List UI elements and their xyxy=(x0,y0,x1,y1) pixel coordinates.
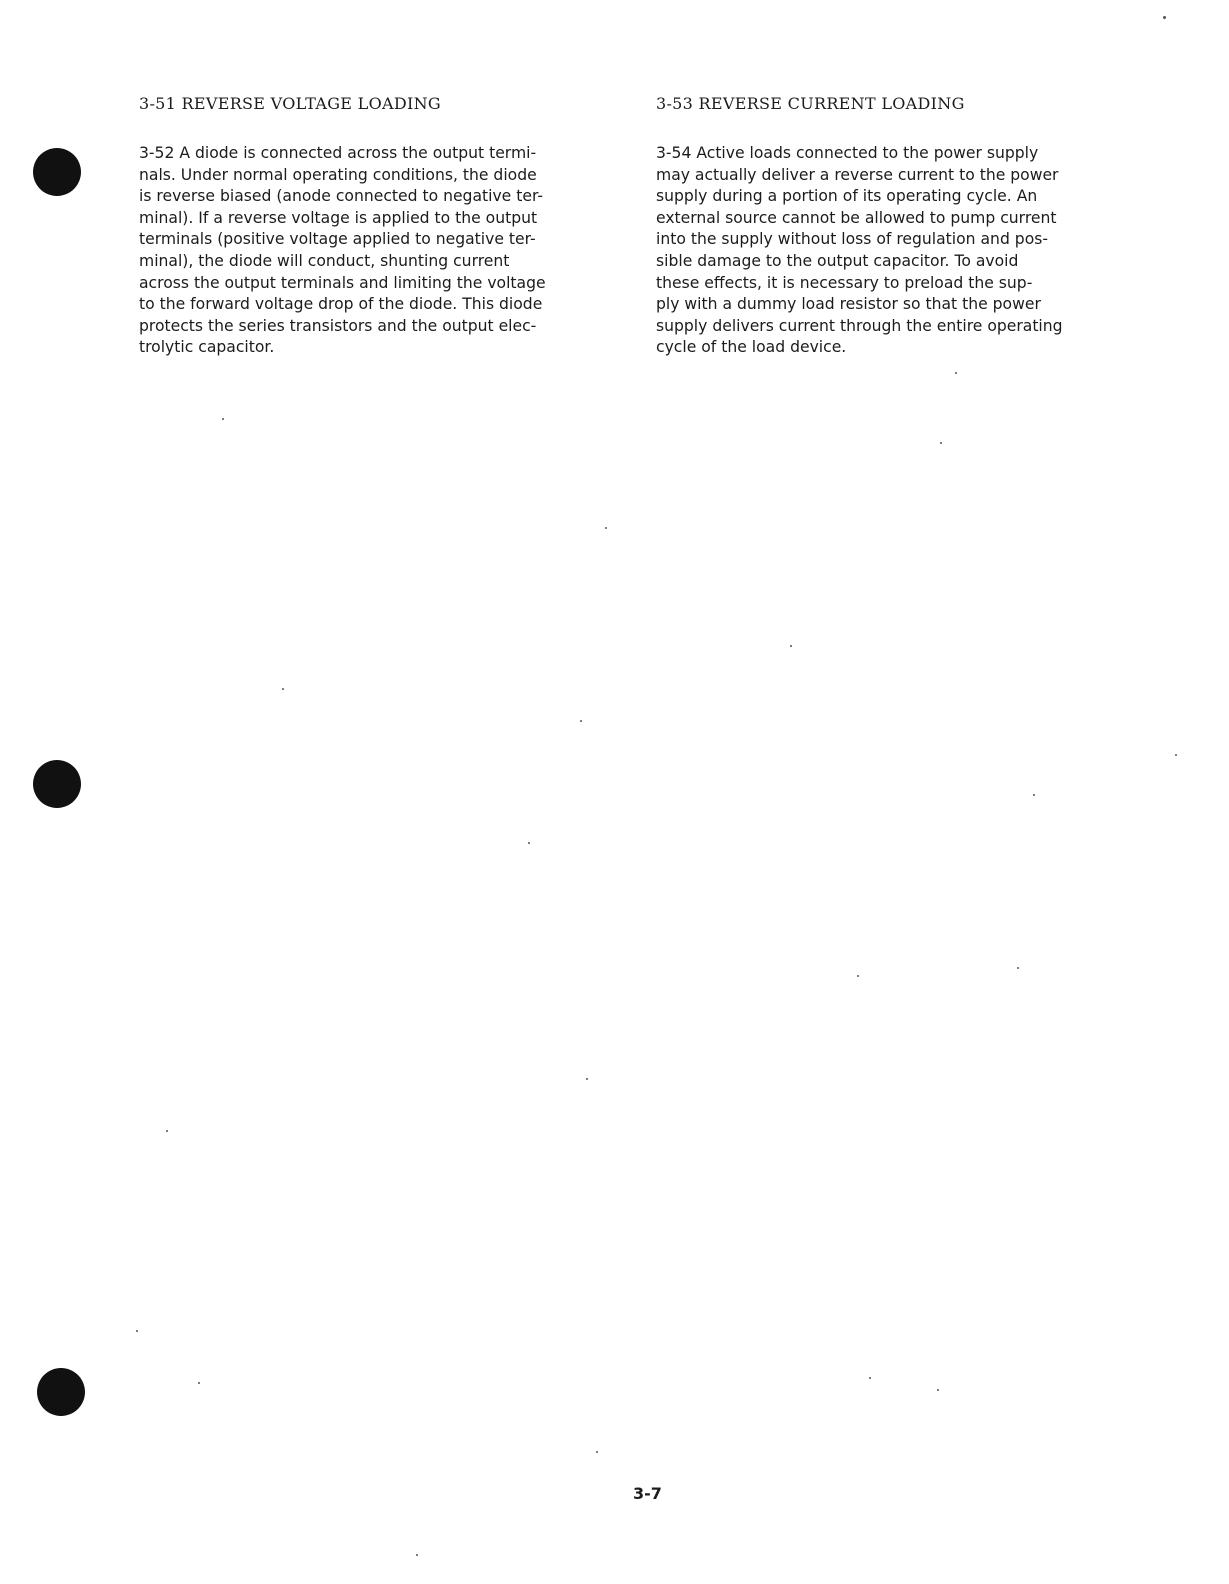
scan-speck xyxy=(528,842,530,844)
scan-speck xyxy=(1163,16,1166,19)
page-number: 3-7 xyxy=(633,1484,662,1503)
paragraph-line: these effects, it is necessary to preload the sup- xyxy=(656,273,1033,292)
paragraph-line: 3-54 Active loads connected to the power supply xyxy=(656,144,1039,162)
paragraph-line: minal). If a reverse voltage is applied to the output xyxy=(139,208,538,227)
paragraph-line: terminals (positive voltage applied to negative ter- xyxy=(139,230,536,249)
paragraph-line: into the supply without loss of regulation and pos- xyxy=(656,230,1048,249)
scan-speck xyxy=(937,1389,939,1391)
paragraph-line: is reverse biased (anode connected to negative ter- xyxy=(139,187,543,206)
scan-speck xyxy=(166,1130,168,1132)
section-paragraph xyxy=(139,143,619,359)
punch-hole-top xyxy=(33,148,81,196)
scan-speck xyxy=(605,527,607,529)
scan-speck xyxy=(1033,794,1035,796)
scan-speck xyxy=(282,688,284,690)
section-reverse-voltage-loading xyxy=(139,94,619,359)
paragraph-line: 3-52 A diode is connected across the output termi- xyxy=(139,144,537,162)
scan-speck xyxy=(586,1078,588,1080)
scan-speck xyxy=(1017,967,1019,969)
scan-speck xyxy=(869,1377,871,1379)
section-paragraph xyxy=(656,143,1136,359)
scan-speck xyxy=(955,372,957,374)
scan-speck xyxy=(198,1382,200,1384)
punch-hole-middle xyxy=(33,760,81,808)
section-heading: 3-53 REVERSE CURRENT LOADING xyxy=(656,94,965,113)
scan-speck xyxy=(857,975,859,977)
scan-speck xyxy=(222,418,224,420)
paragraph-line: cycle of the load device. xyxy=(656,338,847,357)
scan-speck xyxy=(940,442,942,444)
scan-speck xyxy=(416,1554,418,1556)
scan-speck xyxy=(580,720,582,722)
section-heading: 3-51 REVERSE VOLTAGE LOADING xyxy=(139,94,442,113)
section-reverse-current-loading xyxy=(656,94,1136,359)
scan-speck xyxy=(136,1330,138,1332)
scan-speck xyxy=(596,1451,598,1453)
scan-speck xyxy=(790,645,792,647)
paragraph-line: may actually deliver a reverse current to the power xyxy=(656,165,1059,184)
paragraph-line: nals. Under normal operating conditions, the diode xyxy=(139,165,537,184)
punch-hole-bottom xyxy=(37,1368,85,1416)
paragraph-line: supply delivers current through the entire operating xyxy=(656,316,1063,335)
paragraph-line: supply during a portion of its operating cycle. An xyxy=(656,187,1038,206)
paragraph-line: trolytic capacitor. xyxy=(139,338,275,357)
paragraph-line: minal), the diode will conduct, shunting current xyxy=(139,251,510,270)
paragraph-line: ply with a dummy load resistor so that the power xyxy=(656,295,1041,314)
scan-speck xyxy=(1175,754,1177,756)
paragraph-line: sible damage to the output capacitor. To avoid xyxy=(656,251,1019,270)
paragraph-line: across the output terminals and limiting the voltage xyxy=(139,273,546,292)
paragraph-line: to the forward voltage drop of the diode. This diode xyxy=(139,295,543,314)
paragraph-line: external source cannot be allowed to pump current xyxy=(656,208,1057,227)
paragraph-line: protects the series transistors and the output elec- xyxy=(139,316,537,335)
